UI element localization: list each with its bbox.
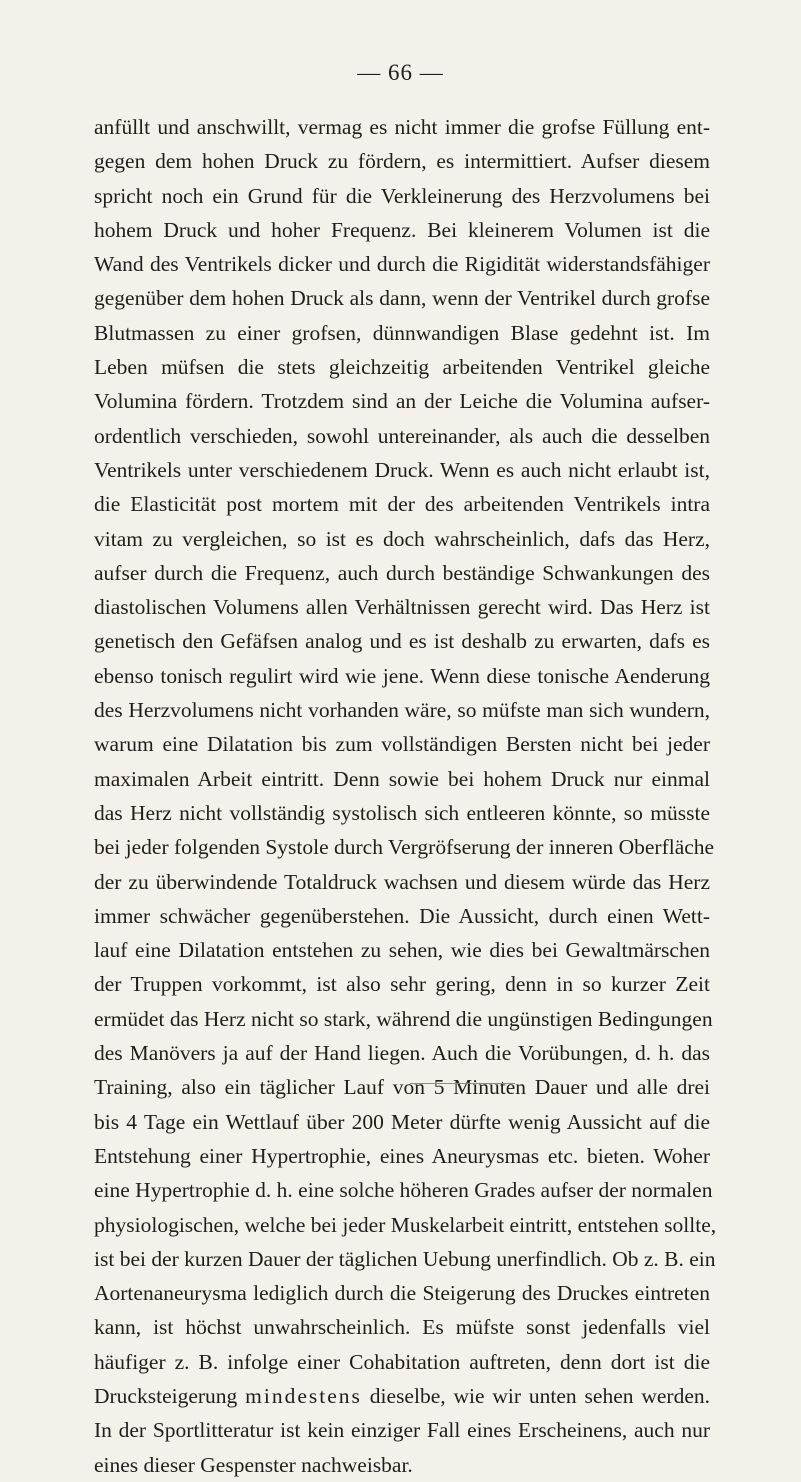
text-line: Ventrikels unter verschiedenem Druck. Wenn es auch nicht erlaubt ist, <box>94 457 710 482</box>
text-line: Blutmassen zu einer grofsen, dünnwandigen Blase gedehnt ist. Im <box>94 320 710 345</box>
text-line: eine Hypertrophie d. h. eine solche höheren Grades aufser der normalen <box>94 1178 713 1203</box>
text-line: physiologischen, welche bei jeder Muskelarbeit eintritt, entstehen sollte, <box>94 1212 717 1237</box>
text-line: Aortenaneurysma lediglich durch die Steigerung des Druckes eintreten <box>94 1281 710 1306</box>
body-text <box>94 110 717 1482</box>
text-line: ermüdet das Herz nicht so stark, während die ungünstigen Bedingungen <box>94 1006 713 1031</box>
text-line: des Herzvolumens nicht vorhanden wäre, so müfste man sich wundern, <box>94 698 710 723</box>
text-line-final: eines dieser Gespenster nachweisbar. <box>94 1452 413 1477</box>
text-line: des Manövers ja auf der Hand liegen. Auch die Vorübungen, d. h. das <box>94 1041 710 1066</box>
text-line: ebenso tonisch regulirt wird wie jene. Wenn diese tonische Aenderung <box>94 663 710 688</box>
text-line: Volumina fördern. Trotzdem sind an der Leiche die Volumina aufser- <box>94 389 710 414</box>
text-line: spricht noch ein Grund für die Verkleinerung des Herzvolumens bei <box>94 183 710 208</box>
text-line: gegen dem hohen Druck zu fördern, es intermittiert. Aufser diesem <box>94 149 710 174</box>
text-line: maximalen Arbeit eintritt. Denn sowie bei hohem Druck nur einmal <box>94 766 710 791</box>
text-line: Entstehung einer Hypertrophie, eines Aneurysmas etc. bieten. Woher <box>94 1143 710 1168</box>
text-line: gegenüber dem hohen Druck als dann, wenn der Ventrikel durch grofse <box>94 286 710 311</box>
text-line: anfüllt und anschwillt, vermag es nicht immer die grofse Füllung ent- <box>94 115 710 139</box>
text-line: der zu überwindende Totaldruck wachsen und diesem würde das Herz <box>94 869 710 894</box>
spaced-emphasis: mindestens <box>245 1383 362 1408</box>
text-line: ordentlich verschieden, sowohl untereinander, als auch die desselben <box>94 423 710 448</box>
text-line: Wand des Ventrikels dicker und durch die Rigidität widerstandsfähiger <box>94 252 710 277</box>
text-line: der Truppen vorkommt, ist also sehr gering, denn in so kurzer Zeit <box>94 972 710 997</box>
text-line: hohem Druck und hoher Frequenz. Bei kleinerem Volumen ist die <box>94 217 710 242</box>
text-line: die Elasticität post mortem mit der des arbeitenden Ventrikels intra <box>94 492 710 517</box>
text-line-emphasis <box>94 1379 710 1413</box>
text-segment: dieselbe, wie wir unten sehen werden. <box>369 1383 711 1408</box>
text-line: häufiger z. B. infolge einer Cohabitation auftreten, denn dort ist die <box>94 1349 710 1374</box>
text-line: ist bei der kurzen Dauer der täglichen Uebung unerfindlich. Ob z. B. ein <box>94 1246 716 1271</box>
text-line: Leben müfsen die stets gleichzeitig arbeitenden Ventrikel gleiche <box>94 355 710 380</box>
text-segment: Drucksteigerung <box>94 1383 238 1408</box>
text-line: vitam zu vergleichen, so ist es doch wahrscheinlich, dafs das Herz, <box>94 526 710 551</box>
text-line: diastolischen Volumens allen Verhältnissen gerecht wird. Das Herz ist <box>94 595 710 620</box>
text-line: aufser durch die Frequenz, auch durch beständige Schwankungen des <box>94 560 710 585</box>
text-line: warum eine Dilatation bis zum vollständigen Bersten nicht bei jeder <box>94 732 710 757</box>
text-line: In der Sportlitteratur ist kein einziger Fall eines Erscheinens, auch nur <box>94 1418 710 1443</box>
page-number: — 66 — <box>357 60 444 85</box>
text-line: genetisch den Gefäfsen analog und es ist deshalb zu erwarten, dafs es <box>94 629 710 654</box>
footer-rule <box>410 1083 515 1084</box>
text-line: kann, ist höchst unwahrscheinlich. Es müfste sonst jedenfalls viel <box>94 1315 710 1340</box>
text-line: das Herz nicht vollständig systolisch sich entleeren könnte, so müsste <box>94 800 710 825</box>
text-line: bei jeder folgenden Systole durch Vergröfserung der inneren Oberfläche <box>94 835 715 860</box>
text-line: bis 4 Tage ein Wettlauf über 200 Meter dürfte wenig Aussicht auf die <box>94 1109 710 1134</box>
text-line: Training, also ein täglicher Lauf von 5 Minuten Dauer und alle drei <box>94 1075 710 1100</box>
text-line: lauf eine Dilatation entstehen zu sehen, wie dies bei Gewaltmärschen <box>94 938 710 963</box>
text-line: immer schwächer gegenüberstehen. Die Aussicht, durch einen Wett- <box>94 903 710 928</box>
